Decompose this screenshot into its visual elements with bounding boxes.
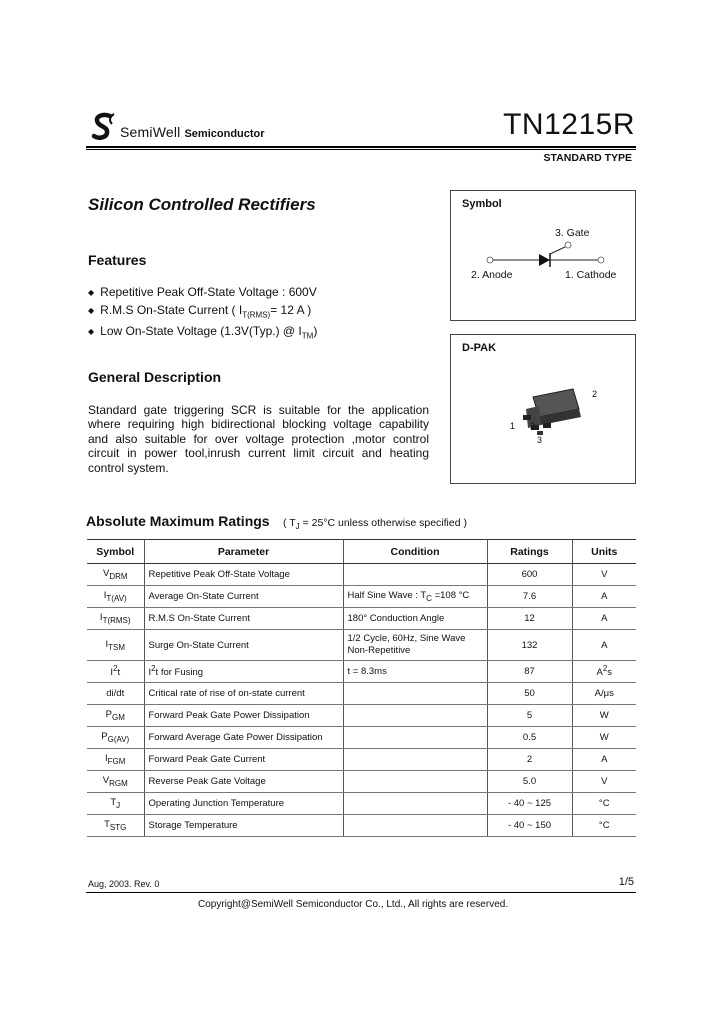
cathode-label: 1. Cathode (565, 269, 617, 281)
ratings-heading: Absolute Maximum Ratings (86, 513, 270, 529)
document-title: Silicon Controlled Rectifiers (88, 195, 316, 214)
condition-cell: 1/2 Cycle, 60Hz, Sine Wave Non-Repetitive (343, 630, 487, 661)
gate-label: 3. Gate (555, 227, 590, 239)
scr-symbol-icon (451, 191, 635, 320)
table-row (87, 661, 636, 683)
symbol-cell: $I_{FGM}$ (87, 749, 144, 771)
rating-cell: 132 (487, 630, 572, 661)
ratings-note: ( $T_J = 25^\circ C$ unless otherwise specified ) (283, 517, 467, 532)
symbol-cell: di/dt (87, 683, 144, 705)
condition-cell (343, 793, 487, 815)
unit-cell: W (572, 727, 636, 749)
table-row (87, 793, 636, 815)
package-box (450, 334, 636, 484)
rating-cell: - 40 ~ 150 (487, 815, 572, 837)
anode-label: 2. Anode (471, 269, 513, 281)
table-row (87, 749, 636, 771)
ratings-table (87, 539, 636, 837)
condition-cell (343, 683, 487, 705)
parameter-cell: Operating Junction Temperature (144, 793, 343, 815)
type-label: STANDARD TYPE (543, 152, 632, 164)
unit-cell: $A^2s$ (572, 661, 636, 683)
part-number: TN1215R (503, 108, 635, 141)
parameter-cell: Storage Temperature (144, 815, 343, 837)
column-header: Units (572, 540, 636, 564)
symbol-cell: $I_{T(RMS)}$ (87, 608, 144, 630)
general-description-text: Standard gate triggering SCR is suitable for the application where requiring high bidirectional blocking voltage capability and also suitable for over voltage protection ,motor control circuit in power tool,inrush current limit circuit and heating control system. (88, 403, 429, 475)
rating-cell: - 40 ~ 125 (487, 793, 572, 815)
unit-cell: A/μs (572, 683, 636, 705)
condition-cell: 180° Conduction Angle (343, 608, 487, 630)
brand-name: SemiWell Semiconductor (120, 124, 265, 140)
symbol-box (450, 190, 636, 321)
rating-cell: 2 (487, 749, 572, 771)
condition-cell (343, 727, 487, 749)
symbol-cell: $V_{DRM}$ (87, 564, 144, 586)
symbol-cell: $I^2t$ (87, 661, 144, 683)
column-header: Parameter (144, 540, 343, 564)
column-header: Symbol (87, 540, 144, 564)
features-heading: Features (88, 252, 147, 268)
condition-cell (343, 771, 487, 793)
dpak-package-icon (451, 335, 635, 483)
parameter-cell: Average On-State Current (144, 586, 343, 608)
unit-cell: V (572, 771, 636, 793)
symbol-cell: $V_{RGM}$ (87, 771, 144, 793)
general-description-heading: General Description (88, 369, 222, 385)
parameter-cell: Critical rate of rise of on-state current (144, 683, 343, 705)
feature-item: ◆ Repetitive Peak Off-State Voltage : 600V (88, 284, 317, 302)
condition-cell (343, 815, 487, 837)
pin-label: 2 (592, 389, 598, 399)
parameter-cell: $I^2t$ for Fusing (144, 661, 343, 683)
pin-label: 2 (530, 421, 536, 431)
pin-label: 1 (510, 421, 516, 431)
table-row (87, 608, 636, 630)
column-header: Condition (343, 540, 487, 564)
rating-cell: 12 (487, 608, 572, 630)
copyright: Copyright@SemiWell Semiconductor Co., Ltd., All rights are reserved. (198, 899, 509, 910)
parameter-cell: Forward Peak Gate Power Dissipation (144, 705, 343, 727)
symbol-cell: $T_{STG}$ (87, 815, 144, 837)
table-row (87, 586, 636, 608)
table-row (87, 727, 636, 749)
parameter-cell: R.M.S On-State Current (144, 608, 343, 630)
unit-cell: V (572, 564, 636, 586)
package-box-title: D-PAK (462, 342, 497, 354)
parameter-cell: Repetitive Peak Off-State Voltage (144, 564, 343, 586)
rating-cell: 87 (487, 661, 572, 683)
parameter-cell: Forward Average Gate Power Dissipation (144, 727, 343, 749)
symbol-cell: $T_J$ (87, 793, 144, 815)
unit-cell: A (572, 586, 636, 608)
pin-label: 3 (537, 435, 543, 445)
symbol-cell: $I_{TSM}$ (87, 630, 144, 661)
footer-date: Aug, 2003. Rev. 0 (88, 879, 160, 889)
features-list (88, 284, 317, 345)
table-row (87, 564, 636, 586)
table-row (87, 815, 636, 837)
symbol-cell: $P_{GM}$ (87, 705, 144, 727)
condition-cell (343, 749, 487, 771)
condition-cell (343, 705, 487, 727)
table-row (87, 683, 636, 705)
rating-cell: 5.0 (487, 771, 572, 793)
unit-cell: A (572, 630, 636, 661)
header-rule (86, 146, 636, 148)
feature-item: ◆ R.M.S On-State Current ( $I_{T(RMS)}= 12$ A ) (88, 302, 317, 323)
table-row (87, 771, 636, 793)
header-rule-thin (86, 149, 636, 150)
unit-cell: W (572, 705, 636, 727)
unit-cell: A (572, 608, 636, 630)
rating-cell: 5 (487, 705, 572, 727)
condition-cell (343, 564, 487, 586)
rating-cell: 0.5 (487, 727, 572, 749)
parameter-cell: Reverse Peak Gate Voltage (144, 771, 343, 793)
symbol-cell: $I_{T(AV)}$ (87, 586, 144, 608)
condition-cell: t = 8.3ms (343, 661, 487, 683)
parameter-cell: Forward Peak Gate Current (144, 749, 343, 771)
rating-cell: 7.6 (487, 586, 572, 608)
unit-cell: °C (572, 815, 636, 837)
footer-rule (86, 892, 636, 893)
table-header-row (87, 540, 636, 564)
unit-cell: A (572, 749, 636, 771)
rating-cell: 50 (487, 683, 572, 705)
unit-cell: °C (572, 793, 636, 815)
parameter-cell: Surge On-State Current (144, 630, 343, 661)
symbol-box-title: Symbol (462, 198, 502, 210)
condition-cell: Half Sine Wave : $T_C =108$ °C (343, 586, 487, 608)
page-number: 1/5 (618, 876, 634, 888)
column-header: Ratings (487, 540, 572, 564)
symbol-cell: $P_{G(AV)}$ (87, 727, 144, 749)
semiwell-logo-icon (88, 110, 120, 142)
table-row (87, 630, 636, 661)
feature-item: ◆ Low On-State Voltage (1.3V(Typ.) @ $I_{TM}$) (88, 323, 317, 344)
rating-cell: 600 (487, 564, 572, 586)
table-row (87, 705, 636, 727)
